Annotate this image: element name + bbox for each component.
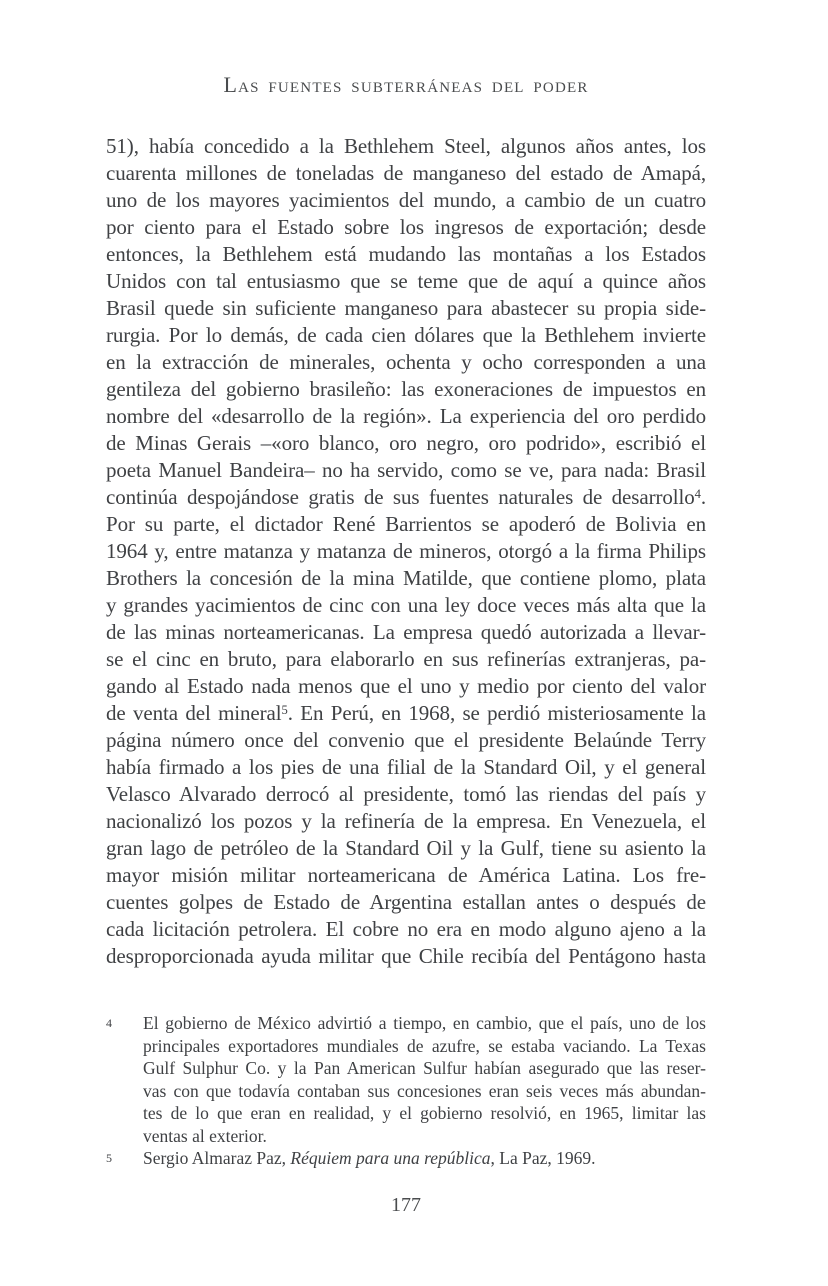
body-line <box>106 538 706 565</box>
text-segment: Sergio Almaraz Paz, <box>143 1148 291 1168</box>
italic-title: Réquiem para una república <box>290 1148 491 1168</box>
text-segment: y grandes yacimientos de cinc con una ley doce veces más alta que la <box>106 593 706 617</box>
footnote <box>106 1147 706 1170</box>
body-line <box>106 484 706 511</box>
body-line <box>106 727 706 754</box>
body-line <box>106 862 706 889</box>
body-text <box>106 133 706 970</box>
text-segment: mayor misión militar norteamericana de América Latina. Los fre- <box>106 863 706 887</box>
text-segment: se el cinc en bruto, para elaborarlo en sus refinerías extranjeras, pa- <box>106 647 706 671</box>
text-segment: ventas al exterior. <box>143 1125 267 1146</box>
footnotes <box>106 1012 706 1170</box>
body-line <box>106 430 706 457</box>
text-segment: 51), había concedido a la Bethlehem Steel, algunos años antes, los <box>106 134 706 158</box>
text-segment: principales exportadores mundiales de azufre, se estaba vaciando. La Texas <box>143 1035 706 1056</box>
text-segment: de venta del mineral <box>106 701 282 725</box>
text-segment: en la extracción de minerales, ochenta y ocho corresponden a una <box>106 350 706 374</box>
text-segment: gentileza del gobierno brasileño: las exoneraciones de impuestos en <box>106 377 706 401</box>
footnote-reference: 5 <box>281 702 288 717</box>
footnote <box>106 1012 706 1147</box>
body-line <box>106 835 706 862</box>
text-segment: de Minas Gerais –«oro blanco, oro negro, oro podrido», escribió el <box>106 431 706 455</box>
body-line <box>106 322 706 349</box>
footnote-line <box>143 1125 706 1148</box>
footnote-line <box>143 1147 706 1170</box>
footnote-text <box>143 1147 706 1170</box>
body-line <box>106 889 706 916</box>
body-line <box>106 943 706 970</box>
text-segment: Brothers la concesión de la mina Matilde, que contiene plomo, plata <box>106 566 706 590</box>
text-segment: vas con que todavía contaban sus concesiones eran seis veces más abundan- <box>143 1080 706 1101</box>
text-segment: nombre del «desarrollo de la región». La experiencia del oro perdido <box>106 404 706 428</box>
body-line <box>106 160 706 187</box>
running-header: Las fuentes subterráneas del poder <box>223 72 589 97</box>
body-line <box>106 565 706 592</box>
text-segment: poeta Manuel Bandeira– no ha servido, como se ve, para nada: Brasil <box>106 458 706 482</box>
text-segment: de las minas norteamericanas. La empresa quedó autorizada a llevar- <box>106 620 706 644</box>
text-segment: página número once del convenio que el presidente Belaúnde Terry <box>106 728 706 752</box>
footnote-line <box>143 1012 706 1035</box>
text-segment: Brasil quede sin suficiente manganeso para abastecer su propia side- <box>106 296 706 320</box>
text-segment: cuentes golpes de Estado de Argentina estallan antes o después de <box>106 890 706 914</box>
text-segment: . <box>700 485 706 509</box>
body-line <box>106 214 706 241</box>
body-line <box>106 619 706 646</box>
text-segment: había firmado a los pies de una filial de la Standard Oil, y el general <box>106 755 706 779</box>
text-segment: 1964 y, entre matanza y matanza de mineros, otorgó a la firma Philips <box>106 539 706 563</box>
footnote-marker: 5 <box>106 1151 112 1165</box>
body-line <box>106 133 706 160</box>
body-line <box>106 268 706 295</box>
text-segment: . En Perú, en 1968, se perdió misteriosamente la <box>287 701 706 725</box>
text-segment: gran lago de petróleo de la Standard Oil y la Gulf, tiene su asiento la <box>106 836 706 860</box>
body-line <box>106 241 706 268</box>
body-line <box>106 700 706 727</box>
body-line <box>106 376 706 403</box>
text-segment: entonces, la Bethlehem está mudando las montañas a los Estados <box>106 242 706 266</box>
footnote-line <box>143 1102 706 1125</box>
text-segment: Gulf Sulphur Co. y la Pan American Sulfur habían asegurado que las reser- <box>143 1058 706 1078</box>
body-line <box>106 295 706 322</box>
body-line <box>106 754 706 781</box>
text-segment: por ciento para el Estado sobre los ingresos de exportación; desde <box>106 215 706 239</box>
body-line <box>106 673 706 700</box>
body-line <box>106 457 706 484</box>
body-line <box>106 916 706 943</box>
body-line <box>106 349 706 376</box>
body-line <box>106 808 706 835</box>
text-segment: cada licitación petrolera. El cobre no era en modo alguno ajeno a la <box>106 917 706 941</box>
text-segment: tes de lo que eran en realidad, y el gobierno resolvió, en 1965, limitar las <box>143 1103 706 1123</box>
body-line <box>106 781 706 808</box>
text-segment: Velasco Alvarado derrocó al presidente, tomó las riendas del país y <box>106 782 706 806</box>
body-line <box>106 511 706 538</box>
footnote-line <box>143 1080 706 1103</box>
text-segment: cuarenta millones de toneladas de manganeso del estado de Amapá, <box>106 161 706 185</box>
text-segment: , La Paz, 1969. <box>490 1148 596 1168</box>
text-segment: desproporcionada ayuda militar que Chile recibía del Pentágono hasta <box>106 944 706 968</box>
text-segment: El gobierno de México advirtió a tiempo, en cambio, que el país, uno de los <box>143 1013 706 1033</box>
text-segment: rurgia. Por lo demás, de cada cien dólares que la Bethlehem invierte <box>106 323 706 347</box>
body-line <box>106 403 706 430</box>
text-segment: continúa despojándose gratis de sus fuentes naturales de desarrollo <box>106 485 695 509</box>
text-segment: gando al Estado nada menos que el uno y medio por ciento del valor <box>106 674 706 698</box>
body-line <box>106 592 706 619</box>
footnote-reference: 4 <box>694 486 701 501</box>
footnote-text <box>143 1012 706 1147</box>
text-segment: uno de los mayores yacimientos del mundo, a cambio de un cuatro <box>106 188 706 212</box>
page-number: 177 <box>391 1194 421 1216</box>
text-segment: Unidos con tal entusiasmo que se teme que de aquí a quince años <box>106 269 706 293</box>
footnote-line <box>143 1057 706 1080</box>
text-segment: Por su parte, el dictador René Barrientos se apoderó de Bolivia en <box>106 512 706 536</box>
text-segment: nacionalizó los pozos y la refinería de la empresa. En Venezuela, el <box>106 809 706 833</box>
body-line <box>106 646 706 673</box>
body-line <box>106 187 706 214</box>
footnote-marker: 4 <box>106 1016 112 1030</box>
footnote-line <box>143 1035 706 1058</box>
